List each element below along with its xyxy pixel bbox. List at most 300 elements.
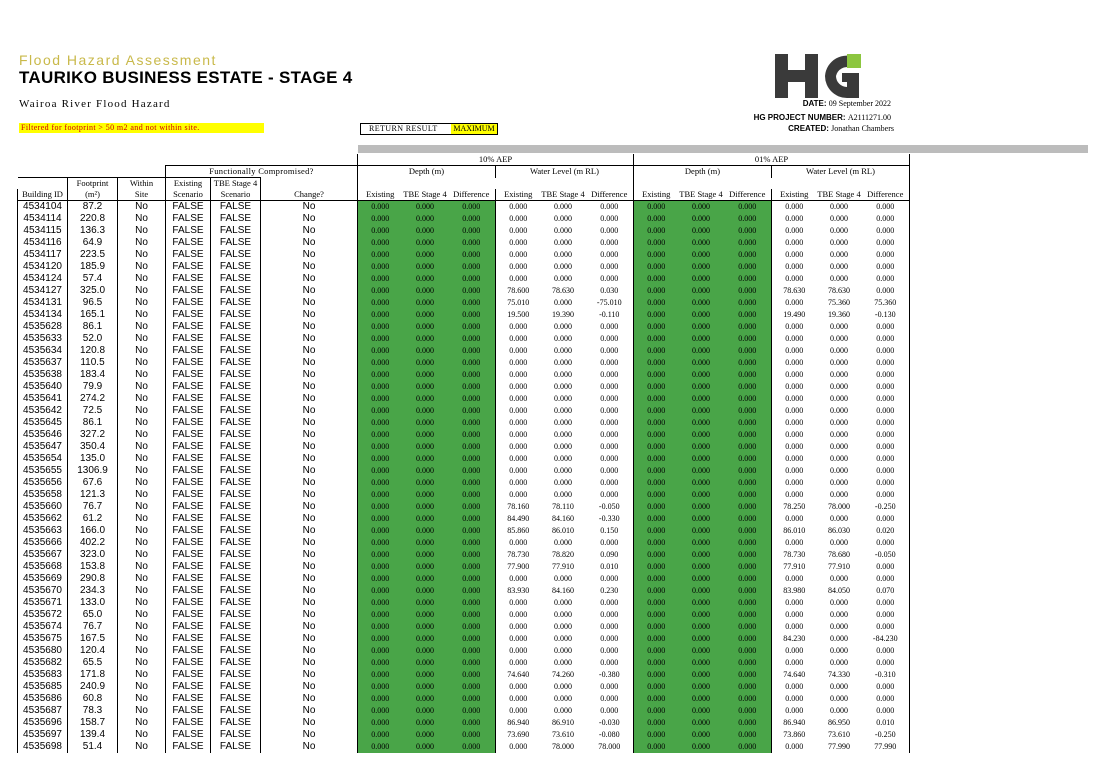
table-cell: FALSE [166, 381, 211, 393]
table-cell: No [261, 669, 358, 681]
table-cell: 0.000 [448, 633, 496, 645]
table-cell: No [118, 249, 166, 261]
table-cell: 0.000 [634, 357, 679, 369]
table-cell: FALSE [211, 201, 261, 214]
table-cell: 0.000 [358, 669, 403, 681]
table-cell: 0.000 [586, 357, 634, 369]
table-cell: 0.000 [403, 477, 448, 489]
table-cell: 350.4 [68, 441, 118, 453]
table-cell: 0.000 [448, 645, 496, 657]
table-cell: 0.000 [358, 633, 403, 645]
table-cell: 0.000 [586, 393, 634, 405]
table-cell: No [118, 273, 166, 285]
table-cell: No [118, 729, 166, 741]
table-cell: 0.000 [634, 525, 679, 537]
table-cell: 0.000 [403, 225, 448, 237]
table-cell: 0.000 [830, 430, 848, 439]
table-row [18, 669, 910, 681]
table-cell: 0.000 [724, 621, 772, 633]
table-cell: 0.000 [554, 346, 572, 355]
table-cell: No [118, 609, 166, 621]
table-row [18, 441, 910, 453]
table-cell: 0.000 [679, 381, 724, 393]
table-cell: 0.000 [496, 465, 541, 477]
table-cell: 74.330 [828, 670, 850, 679]
table-cell: No [261, 213, 358, 225]
table-cell: No [261, 417, 358, 429]
table-cell: 4535697 [18, 729, 68, 741]
table-cell: 0.000 [634, 273, 679, 285]
table-cell: 0.000 [830, 358, 848, 367]
table-cell: 0.000 [554, 334, 572, 343]
table-cell: 0.000 [830, 442, 848, 451]
table-cell: 0.000 [496, 225, 541, 237]
col-building-id: Building ID [18, 189, 68, 201]
table-cell: 74.640 [496, 669, 541, 681]
table-cell: 234.3 [68, 585, 118, 597]
table-cell: 0.000 [358, 285, 403, 297]
table-cell: 0.000 [724, 573, 772, 585]
table-cell: 4535628 [18, 321, 68, 333]
table-cell: No [261, 273, 358, 285]
table-cell: 0.000 [830, 466, 848, 475]
table-cell: 0.000 [724, 237, 772, 249]
table-cell: 0.000 [448, 549, 496, 561]
table-cell: 19.490 [772, 309, 817, 321]
table-cell: 4535685 [18, 681, 68, 693]
table-cell: 84.050 [828, 586, 850, 595]
table-cell: FALSE [166, 525, 211, 537]
table-cell: No [118, 201, 166, 214]
table-cell: FALSE [211, 405, 261, 417]
table-cell: No [118, 669, 166, 681]
table-cell: 0.000 [448, 741, 496, 753]
table-cell: 52.0 [68, 333, 118, 345]
table-cell: 0.000 [679, 429, 724, 441]
table-cell: 0.000 [448, 357, 496, 369]
table-cell: 0.000 [634, 405, 679, 417]
table-cell: 0.000 [724, 729, 772, 741]
table-cell: No [118, 573, 166, 585]
table-cell: 4535674 [18, 621, 68, 633]
table-cell: 0.000 [358, 237, 403, 249]
table-cell: 0.000 [586, 417, 634, 429]
table-cell: 0.000 [448, 213, 496, 225]
table-cell: 0.000 [586, 489, 634, 501]
table-cell: 86.010 [552, 526, 574, 535]
table-cell: No [118, 465, 166, 477]
table-cell: No [261, 429, 358, 441]
table-cell: 0.000 [830, 370, 848, 379]
table-cell: 4535698 [18, 741, 68, 753]
sub-tbe-d10: TBE Stage 4 [403, 189, 447, 199]
table-cell: 0.000 [496, 201, 541, 214]
table-row [18, 201, 910, 214]
table-cell: FALSE [211, 525, 261, 537]
table-cell: -84.230 [862, 633, 910, 645]
table-cell: FALSE [166, 369, 211, 381]
table-cell: 4535641 [18, 393, 68, 405]
table-cell: No [118, 621, 166, 633]
table-cell: 0.000 [724, 549, 772, 561]
table-cell: 0.000 [554, 214, 572, 223]
table-cell: 0.000 [554, 370, 572, 379]
table-cell: 0.000 [554, 298, 572, 307]
table-cell: 0.000 [358, 537, 403, 549]
table-cell: 0.000 [448, 333, 496, 345]
sub-existing-w10: Existing [496, 189, 541, 201]
table-cell: FALSE [166, 465, 211, 477]
table-cell: FALSE [166, 429, 211, 441]
table-cell: 0.000 [679, 477, 724, 489]
col-m2: (m²) [68, 189, 118, 201]
table-cell: 139.4 [68, 729, 118, 741]
hg-logo [775, 54, 861, 98]
table-cell: 0.000 [862, 573, 910, 585]
table-cell: No [261, 633, 358, 645]
table-row [18, 729, 910, 741]
table-cell: 0.000 [554, 610, 572, 619]
table-cell: 0.000 [403, 669, 448, 681]
table-cell: -75.010 [586, 297, 634, 309]
table-cell: FALSE [211, 465, 261, 477]
table-cell: No [261, 441, 358, 453]
table-cell: 0.000 [358, 525, 403, 537]
table-cell: 0.000 [496, 429, 541, 441]
table-cell: 166.0 [68, 525, 118, 537]
table-cell: 0.000 [724, 609, 772, 621]
table-cell: 0.000 [448, 453, 496, 465]
table-cell: 0.000 [358, 585, 403, 597]
table-cell: 0.000 [724, 657, 772, 669]
table-cell: 0.000 [403, 513, 448, 525]
table-row [18, 489, 910, 501]
table-cell: 0.000 [830, 214, 848, 223]
sub-diff-w01: Difference [862, 189, 910, 201]
table-cell: 0.000 [448, 369, 496, 381]
table-cell: 0.000 [724, 201, 772, 214]
table-cell: FALSE [211, 585, 261, 597]
table-cell: 74.640 [772, 669, 817, 681]
table-cell: FALSE [211, 441, 261, 453]
table-cell: 0.000 [634, 585, 679, 597]
table-cell: No [261, 681, 358, 693]
table-cell: 0.000 [358, 381, 403, 393]
sub-diff-d10: Difference [448, 189, 496, 201]
table-row [18, 609, 910, 621]
table-row [18, 693, 910, 705]
table-cell: 0.000 [358, 741, 403, 753]
table-cell: 0.000 [496, 333, 541, 345]
table-cell: FALSE [211, 693, 261, 705]
table-cell: 0.000 [862, 465, 910, 477]
table-cell: 4535642 [18, 405, 68, 417]
table-cell: 0.000 [634, 657, 679, 669]
meta-project [754, 113, 891, 122]
table-cell: 0.000 [448, 489, 496, 501]
table-cell: 77.910 [552, 562, 574, 571]
table-cell: 77.900 [496, 561, 541, 573]
table-cell: 0.000 [496, 321, 541, 333]
table-cell: 0.000 [679, 405, 724, 417]
table-cell: 0.000 [448, 693, 496, 705]
table-cell: No [118, 477, 166, 489]
table-cell: 0.000 [586, 213, 634, 225]
depth-10-header: Depth (m) [358, 166, 496, 178]
table-cell: FALSE [211, 549, 261, 561]
table-cell: No [261, 249, 358, 261]
table-cell: No [261, 537, 358, 549]
table-cell: 0.000 [679, 285, 724, 297]
table-cell: 76.7 [68, 621, 118, 633]
table-cell: 0.000 [862, 393, 910, 405]
table-cell: No [118, 261, 166, 273]
table-cell: 84.160 [552, 586, 574, 595]
table-cell: 0.000 [554, 358, 572, 367]
table-cell: No [261, 405, 358, 417]
table-cell: No [261, 285, 358, 297]
table-cell: FALSE [211, 741, 261, 753]
table-cell: FALSE [166, 333, 211, 345]
table-cell: 0.000 [358, 657, 403, 669]
col-site: Site [118, 189, 166, 201]
table-cell: 0.000 [448, 681, 496, 693]
table-cell: 0.000 [403, 405, 448, 417]
table-cell: 0.000 [679, 741, 724, 753]
table-cell: 4535638 [18, 369, 68, 381]
table-cell: 73.610 [828, 730, 850, 739]
table-cell: No [261, 357, 358, 369]
table-body [18, 201, 910, 754]
table-cell: FALSE [166, 717, 211, 729]
table-cell: 0.000 [830, 322, 848, 331]
table-cell: 0.000 [772, 621, 817, 633]
table-cell: 0.000 [679, 369, 724, 381]
table-cell: 4535640 [18, 381, 68, 393]
table-cell: 0.000 [403, 429, 448, 441]
table-cell: 86.940 [496, 717, 541, 729]
table-cell: 0.000 [772, 429, 817, 441]
table-cell: 0.000 [772, 573, 817, 585]
table-cell: FALSE [166, 609, 211, 621]
table-cell: 0.000 [634, 717, 679, 729]
table-cell: 0.000 [862, 273, 910, 285]
table-row [18, 297, 910, 309]
table-row [18, 537, 910, 549]
table-cell: 0.000 [358, 489, 403, 501]
table-cell: FALSE [211, 249, 261, 261]
table-cell: 83.980 [772, 585, 817, 597]
return-result-value[interactable]: MAXIMUM [451, 124, 497, 134]
table-cell: 0.000 [403, 633, 448, 645]
table-cell: 135.0 [68, 453, 118, 465]
table-cell: 0.000 [724, 213, 772, 225]
table-row [18, 393, 910, 405]
table-cell: FALSE [211, 429, 261, 441]
table-cell: 0.000 [634, 321, 679, 333]
table-cell: 0.000 [448, 609, 496, 621]
table-cell: 0.000 [634, 297, 679, 309]
table-cell: 0.000 [496, 393, 541, 405]
table-cell: 0.000 [448, 597, 496, 609]
table-cell: 0.000 [634, 309, 679, 321]
table-cell: 0.000 [554, 322, 572, 331]
table-cell: 74.260 [552, 670, 574, 679]
table-cell: FALSE [211, 285, 261, 297]
table-cell: 0.000 [830, 646, 848, 655]
table-cell: 0.000 [634, 333, 679, 345]
table-cell: 0.000 [496, 477, 541, 489]
table-cell: 0.000 [358, 549, 403, 561]
table-cell: FALSE [166, 657, 211, 669]
table-cell: 0.000 [358, 429, 403, 441]
table-cell: FALSE [211, 669, 261, 681]
table-cell: 0.000 [772, 273, 817, 285]
table-cell: 0.000 [634, 501, 679, 513]
table-cell: 0.000 [403, 729, 448, 741]
table-cell: 0.000 [403, 645, 448, 657]
table-cell: 121.3 [68, 489, 118, 501]
table-cell: 0.000 [448, 441, 496, 453]
table-cell: 0.000 [496, 741, 541, 753]
table-cell: 0.000 [358, 561, 403, 573]
table-cell: 0.000 [830, 478, 848, 487]
table-cell: 0.000 [634, 573, 679, 585]
table-cell: 4535671 [18, 597, 68, 609]
table-cell: 0.000 [586, 201, 634, 214]
table-cell: 0.000 [403, 597, 448, 609]
table-cell: No [261, 549, 358, 561]
table-cell: 0.000 [448, 501, 496, 513]
table-cell: 0.000 [830, 658, 848, 667]
table-cell: No [261, 345, 358, 357]
table-cell: 0.000 [403, 705, 448, 717]
table-cell: 0.000 [724, 741, 772, 753]
table-cell: 83.930 [496, 585, 541, 597]
table-cell: 0.000 [724, 513, 772, 525]
table-cell: 4535670 [18, 585, 68, 597]
table-cell: FALSE [211, 261, 261, 273]
table-cell: 0.000 [830, 538, 848, 547]
table-cell: 4534104 [18, 201, 68, 214]
table-cell: 0.000 [448, 381, 496, 393]
table-row [18, 549, 910, 561]
table-cell: FALSE [166, 513, 211, 525]
table-cell: 0.000 [554, 262, 572, 271]
sub-existing-w01: Existing [772, 189, 817, 201]
table-cell: 86.1 [68, 321, 118, 333]
table-cell: 0.070 [862, 585, 910, 597]
table-cell: 0.000 [634, 705, 679, 717]
table-cell: 0.000 [772, 705, 817, 717]
table-cell: 0.000 [634, 249, 679, 261]
table-cell: 167.5 [68, 633, 118, 645]
table-cell: No [261, 309, 358, 321]
table-cell: 0.000 [634, 537, 679, 549]
table-cell: 0.000 [634, 285, 679, 297]
table-cell: FALSE [211, 597, 261, 609]
table-cell: 0.000 [496, 213, 541, 225]
table-cell: No [118, 513, 166, 525]
table-cell: 0.000 [724, 681, 772, 693]
table-cell: 75.360 [828, 298, 850, 307]
table-cell: 0.000 [862, 369, 910, 381]
table-cell: 0.000 [679, 393, 724, 405]
grey-header-bar [358, 145, 1088, 153]
table-cell: FALSE [166, 501, 211, 513]
table-cell: 0.000 [679, 321, 724, 333]
table-cell: No [118, 225, 166, 237]
table-cell: 0.000 [448, 585, 496, 597]
table-cell: FALSE [166, 549, 211, 561]
table-cell: 0.000 [403, 381, 448, 393]
table-cell: 0.000 [586, 321, 634, 333]
table-cell: 0.000 [586, 645, 634, 657]
table-cell: 0.000 [403, 273, 448, 285]
table-cell: 0.000 [634, 369, 679, 381]
table-cell: 0.000 [634, 441, 679, 453]
table-cell: 0.000 [772, 261, 817, 273]
table-cell: 0.000 [448, 417, 496, 429]
table-cell: No [261, 225, 358, 237]
table-row [18, 285, 910, 297]
table-cell: 4534120 [18, 261, 68, 273]
table-cell: 0.000 [634, 381, 679, 393]
table-cell: 0.000 [862, 285, 910, 297]
table-cell: 4535660 [18, 501, 68, 513]
table-cell: 0.000 [448, 537, 496, 549]
table-cell: 4535647 [18, 441, 68, 453]
table-cell: No [118, 237, 166, 249]
table-row [18, 273, 910, 285]
table-cell: 0.000 [772, 333, 817, 345]
table-cell: 0.000 [862, 417, 910, 429]
table-cell: 78.110 [552, 502, 574, 511]
table-row [18, 741, 910, 753]
table-cell: 0.000 [403, 237, 448, 249]
table-cell: 0.000 [448, 249, 496, 261]
table-cell: 0.000 [862, 537, 910, 549]
table-cell: 86.940 [772, 717, 817, 729]
table-cell: 0.000 [496, 369, 541, 381]
table-cell: No [118, 309, 166, 321]
table-cell: 0.000 [358, 513, 403, 525]
table-cell: FALSE [211, 537, 261, 549]
table-cell: 0.000 [554, 274, 572, 283]
table-cell: 0.000 [448, 429, 496, 441]
table-cell: 0.000 [830, 334, 848, 343]
table-cell: 165.1 [68, 309, 118, 321]
table-cell: 0.000 [862, 513, 910, 525]
table-cell: FALSE [166, 357, 211, 369]
table-cell: 0.000 [679, 561, 724, 573]
table-row [18, 261, 910, 273]
table-cell: 0.000 [724, 417, 772, 429]
functionally-compromised-header: Functionally Compromised? [166, 166, 358, 178]
table-cell: FALSE [166, 561, 211, 573]
table-cell: 0.000 [496, 261, 541, 273]
table-cell: 0.000 [679, 549, 724, 561]
table-cell: 75.010 [496, 297, 541, 309]
table-cell: 77.910 [828, 562, 850, 571]
table-cell: 73.860 [772, 729, 817, 741]
table-cell: 0.000 [634, 729, 679, 741]
table-cell: 0.000 [358, 225, 403, 237]
table-cell: 4535672 [18, 609, 68, 621]
table-cell: 0.000 [634, 561, 679, 573]
table-cell: 0.000 [679, 297, 724, 309]
table-cell: 0.000 [358, 621, 403, 633]
